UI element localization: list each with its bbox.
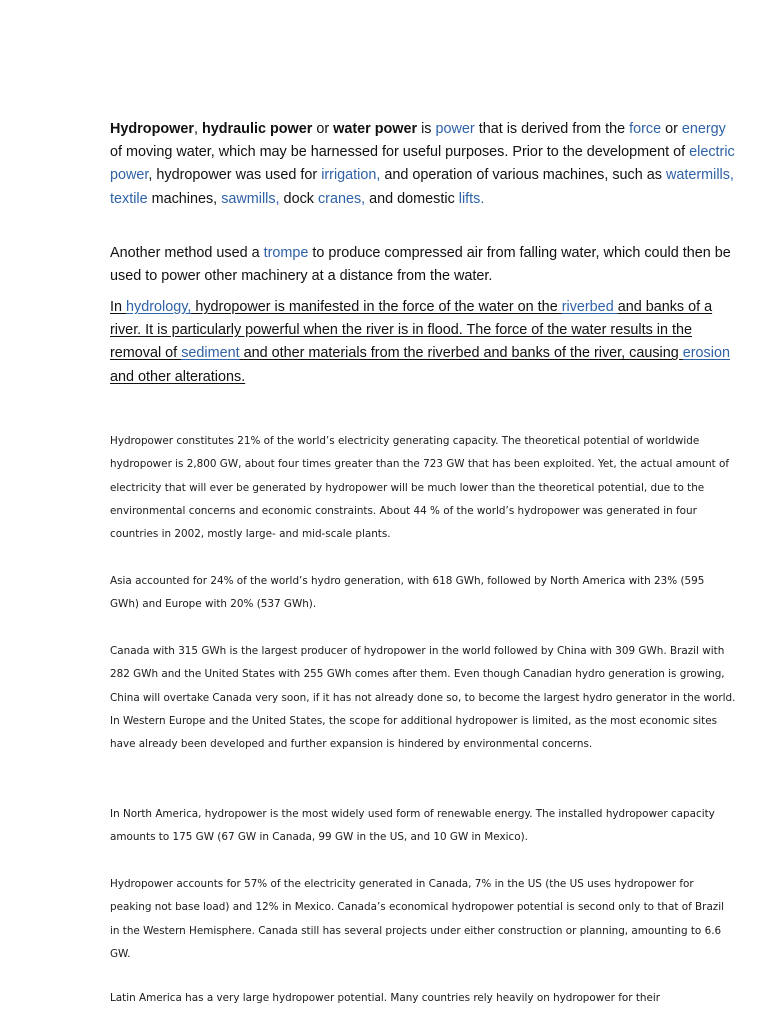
link-watermills[interactable]: watermills, [665,167,734,184]
link-erosion[interactable]: erosion [682,345,730,362]
trompe-paragraph [110,242,736,288]
link-textile[interactable]: textile [110,190,148,207]
canada-paragraph: Hydropower accounts for 57% of the electricity generated in Canada, 7% in the US (the US uses hydropower for peaking not base load) and 12% in Mexico. Canada’s economical hydropower potential is second only to that of Brazil in the Western Hemisphere. Canada still has several projects under either construction or planning, amounting to 6.6 GW. [110,878,725,960]
text: of moving water, which may be harnessed for useful purposes. Prior to the development of [110,144,690,161]
link-force[interactable]: force [629,121,662,137]
text: machines, [147,190,222,207]
link-hydrology[interactable]: hydrology, [126,299,192,315]
text: and other alterations. [110,368,246,385]
term-water-power: water power [333,121,418,137]
producers-paragraph: Canada with 315 GWh is the largest producer of hydropower in the world followed by China with 309 GWh. Brazil with 282 GWh and the United States with 255 GWh comes after them. Even though Canadian hydro generation is growing, China will overtake Canada very soon, if it has not already done so, to become the largest hydro generator in the world. In Western Europe and the United States, the scope for additional hydropower is limited, as the most economic sites have already been developed and further expansion is hindered by environmental concerns. [110,645,736,751]
link-lifts[interactable]: lifts. [458,190,485,207]
north-america-paragraph: In North America, hydropower is the most widely used form of renewable energy. The installed hydropower capacity amounts to 175 GW (67 GW in Canada, 99 GW in the US, and 10 GW in Mexico). [110,808,715,844]
capacity-paragraph: Hydropower constitutes 21% of the world’s electricity generating capacity. The theoretical potential of worldwide hydropower is 2,800 GW, about four times greater than the 723 GW that has been exploited. Yet, the actual amount of electricity that will ever be generated by hydropower will be much lower than the theoretical potential, due to the environmental concerns and economic constraints. About 44 % of the world’s hydropower was generated in four countries in 2002, mostly large- and mid-scale plants. [110,435,730,541]
link-cranes[interactable]: cranes, [317,190,366,207]
text: to produce compressed air from falling water, which could then be used to power other machinery at a distance from the water. [110,245,731,285]
text: that is derived from the [474,121,630,137]
text: and domestic [365,190,459,207]
link-riverbed[interactable]: riverbed [561,299,618,315]
intro-paragraph [110,118,736,211]
regions-paragraph: Asia accounted for 24% of the world’s hydro generation, with 618 GWh, followed by North America with 23% (595 GWh) and Europe with 20% (537 GWh). [110,575,705,611]
hydrology-paragraph [110,296,736,389]
text: Another method used a [110,245,264,261]
link-irrigation[interactable]: irrigation, [321,167,381,184]
term-hydraulic-power: hydraulic power [201,121,313,137]
text: , hydropower was used for [148,167,322,184]
text: hydropower is manifested in the force of the water on the [191,299,562,315]
text: In [110,299,126,315]
text: or [312,121,334,137]
link-trompe[interactable]: trompe [263,245,309,261]
link-sawmills[interactable]: sawmills, [221,190,280,207]
text: , [193,121,202,137]
text: and operation of various machines, such as [380,167,666,184]
latin-america-paragraph: Latin America has a very large hydropower potential. Many countries rely heavily on hydropower for their [110,992,661,1004]
link-sediment[interactable]: sediment [181,345,240,362]
text: and banks of a river. It is particularly powerful when the river is in flood. The force of the water results in the removal of [110,299,713,362]
term-hydropower: Hydropower [110,121,194,137]
link-electric-power[interactable]: electric power [110,144,735,184]
text: dock [279,190,318,207]
text: is [417,121,436,137]
text: or [661,121,682,137]
link-energy[interactable]: energy [681,121,726,137]
text: and other materials from the riverbed and banks of the river, causing [239,345,683,362]
link-power[interactable]: power [435,121,475,137]
